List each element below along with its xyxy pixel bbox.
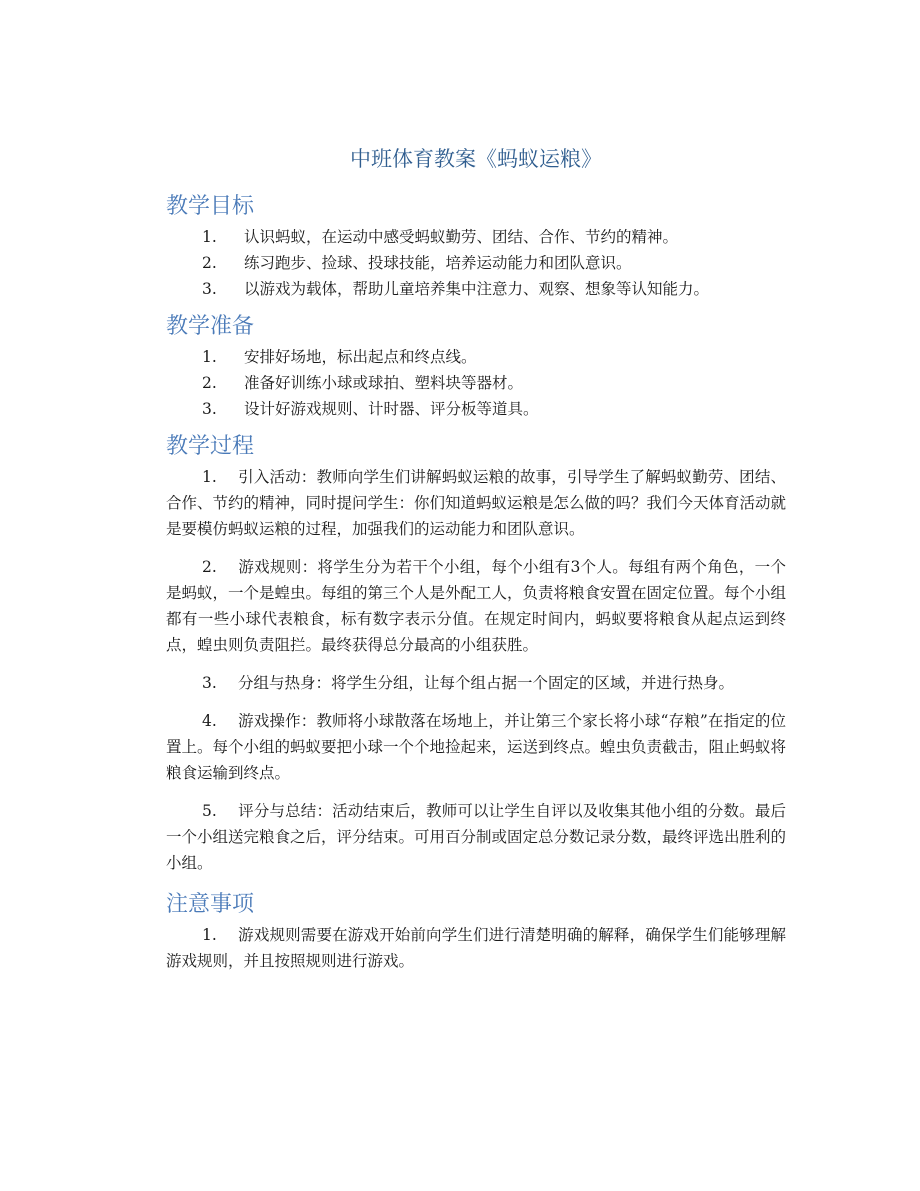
prep-list <box>166 344 786 422</box>
document-title: 中班体育教案《蚂蚁运粮》 <box>350 147 602 171</box>
list-item <box>166 250 786 276</box>
document-page <box>166 142 786 986</box>
section-heading-goals: 教学目标 <box>166 194 255 219</box>
notes-paragraph <box>166 922 786 974</box>
paragraph-text: 游戏操作：教师将小球散落在场地上，并让第三个家长将小球“存粮”在指定的位置上。每个小组的蚂蚁要把小球一个个地捡起来，运送到终点。蝗虫负责截击，阻止蚂蚁将粮食运输到终点。 <box>166 712 787 782</box>
paragraph-number: 1. <box>202 468 217 486</box>
goals-list <box>166 224 786 302</box>
list-text: 安排好场地，标出起点和终点线。 <box>244 348 477 366</box>
paragraph-text: 评分与总结：活动结束后，教师可以让学生自评以及收集其他小组的分数。最后一个小组送完粮食之后，评分结束。可用百分制或固定总分数记录分数，最终评选出胜利的小组。 <box>166 802 787 872</box>
paragraph-text: 分组与热身：将学生分组，让每个组占据一个固定的区域，并进行热身。 <box>238 674 735 692</box>
section-heading-process: 教学过程 <box>166 434 255 459</box>
list-item <box>166 344 786 370</box>
paragraph-number: 1. <box>202 926 217 944</box>
list-item <box>166 396 786 422</box>
paragraph-text: 游戏规则需要在游戏开始前向学生们进行清楚明确的解释，确保学生们能够理解游戏规则，并且按照规则进行游戏。 <box>166 926 786 970</box>
list-item <box>166 370 786 396</box>
section-heading-prep: 教学准备 <box>166 314 255 339</box>
list-text: 以游戏为载体，帮助儿童培养集中注意力、观察、想象等认知能力。 <box>244 280 710 298</box>
list-text: 设计好游戏规则、计时器、评分板等道具。 <box>244 400 539 418</box>
process-paragraph <box>166 798 786 876</box>
list-text: 练习跑步、捡球、投球技能，培养运动能力和团队意识。 <box>244 254 632 272</box>
list-number: 3. <box>202 280 217 298</box>
paragraph-number: 2. <box>202 558 217 576</box>
process-paragraph <box>166 670 786 696</box>
paragraph-number: 4. <box>202 712 217 730</box>
list-item <box>166 276 786 302</box>
paragraph-number: 5. <box>202 802 217 820</box>
list-number: 2. <box>202 254 217 272</box>
list-number: 3. <box>202 400 217 418</box>
list-text: 认识蚂蚁，在运动中感受蚂蚁勤劳、团结、合作、节约的精神。 <box>244 228 679 246</box>
list-number: 1. <box>202 228 217 246</box>
paragraph-number: 3. <box>202 674 217 692</box>
process-paragraph <box>166 554 786 658</box>
list-number: 1. <box>202 348 217 366</box>
list-item <box>166 224 786 250</box>
section-heading-notes: 注意事项 <box>166 892 255 917</box>
paragraph-text: 游戏规则：将学生分为若干个小组，每个小组有3个人。每组有两个角色，一个是蚂蚁，一个是蝗虫。每组的第三个人是外配工人，负责将粮食安置在固定位置。每个小组都有一些小球代表粮食，标有数字表示分值。在规定时间内，蚂蚁要将粮食从起点运到终点，蝗虫则负责阻拦。最终获得总分最高的小组获胜。 <box>166 558 787 654</box>
process-paragraph <box>166 464 786 542</box>
notes-list <box>166 922 786 974</box>
list-number: 2. <box>202 374 217 392</box>
process-paragraph <box>166 708 786 786</box>
list-text: 准备好训练小球或球拍、塑料块等器材。 <box>244 374 524 392</box>
process-list <box>166 464 786 876</box>
paragraph-text: 引入活动：教师向学生们讲解蚂蚁运粮的故事，引导学生了解蚂蚁勤劳、团结、合作、节约的精神，同时提问学生：你们知道蚂蚁运粮是怎么做的吗？我们今天体育活动就是要模仿蚂蚁运粮的过程，加强我们的运动能力和团队意识。 <box>166 468 787 538</box>
